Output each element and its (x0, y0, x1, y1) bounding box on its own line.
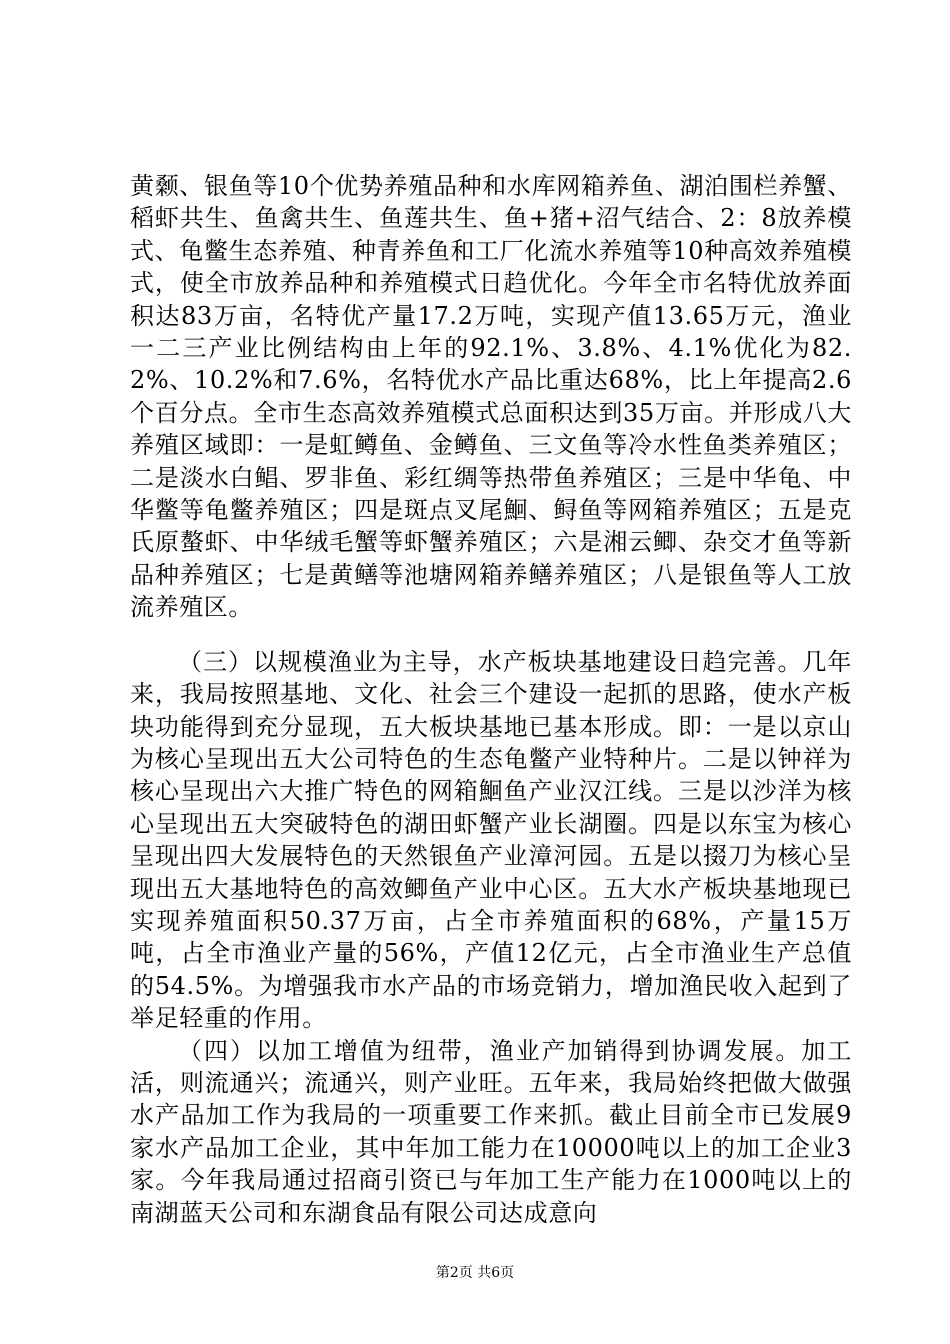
paragraph-section-three: （三）以规模渔业为主导，水产板块基地建设日趋完善。几年来，我局按照基地、文化、社会三个建设一起抓的思路，使水产板块功能得到充分显现，五大板块基地已基本形成。即：一是以京山为核心呈现出五大公司特色的生态龟鳖产业特种片。二是以钟祥为核心呈现出六大推广特色的网箱鮰鱼产业汉江线。三是以沙洋为核心呈现出五大突破特色的湖田虾蟹产业长湖圈。四是以东宝为核心呈现出四大发展特色的天然银鱼产业漳河园。五是以掇刀为核心呈现出五大基地特色的高效鲫鱼产业中心区。五大水产板块基地现已实现养殖面积50.37万亩，占全市养殖面积的68%，产量15万吨，占全市渔业产量的56%，产值12亿元，占全市渔业生产总值的54.5%。为增强我市水产品的市场竞销力，增加渔民收入起到了举足轻重的作用。 (130, 647, 852, 1033)
paragraph-fishery-breeding-modes: 黄颡、银鱼等10个优势养殖品种和水库网箱养鱼、湖泊围栏养蟹、稻虾共生、鱼禽共生、鱼莲共生、鱼+猪+沼气结合、2：8放养模式、龟鳖生态养殖、种青养鱼和工厂化流水养殖等10种高效养殖模式，使全市放养品种和养殖模式日趋优化。今年全市名特优放养面积达83万亩，名特优产量17.2万吨，实现产值13.65万元，渔业一二三产业比例结构由上年的92.1%、3.8%、4.1%优化为82.2%、10.2%和7.6%，名特优水产品比重达68%，比上年提高2.6个百分点。全市生态高效养殖模式总面积达到35万亩。并形成八大养殖区域即：一是虹鳟鱼、金鳟鱼、三文鱼等冷水性鱼类养殖区；二是淡水白鲳、罗非鱼、彩红绸等热带鱼养殖区；三是中华龟、中华鳖等龟鳖养殖区；四是斑点叉尾鮰、鲟鱼等网箱养殖区；五是克氏原螯虾、中华绒毛蟹等虾蟹养殖区；六是湘云鲫、杂交才鱼等新品种养殖区；七是黄鳝等池塘网箱养鳝养殖区；八是银鱼等人工放流养殖区。 (130, 172, 852, 622)
paragraph-section-four: （四）以加工增值为纽带，渔业产加销得到协调发展。加工活，则流通兴；流通兴，则产业旺。五年来，我局始终把做大做强水产品加工作为我局的一项重要工作来抓。截止目前全市已发展9家水产品加工企业，其中年加工能力在10000吨以上的加工企业3家。今年我局通过招商引资已与年加工生产能力在1000吨以上的南湖蓝天公司和东湖食品有限公司达成意向 (130, 1036, 852, 1227)
page-number-footer: 第2页 共6页 (435, 1265, 515, 1281)
paragraph-spacer (130, 624, 852, 646)
document-body (130, 170, 852, 1229)
